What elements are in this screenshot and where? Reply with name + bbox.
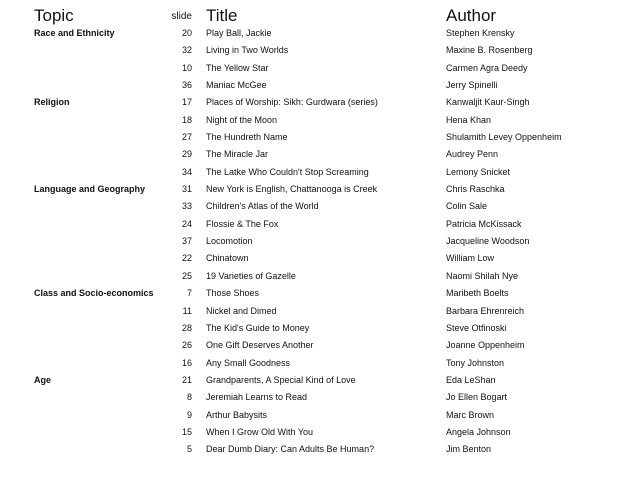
cell-slide: 17 xyxy=(181,97,192,108)
cell-slide: 20 xyxy=(181,28,192,38)
cell-author: Jerry Spinelli xyxy=(446,80,498,91)
cell-title: Jeremiah Learns to Read xyxy=(206,392,308,403)
table-row xyxy=(0,372,638,389)
cell-slide: 31 xyxy=(181,184,192,195)
cell-slide: 33 xyxy=(181,201,192,212)
table-row xyxy=(0,424,638,441)
cell-title: Maniac McGee xyxy=(206,80,267,91)
cell-author: Maribeth Boelts xyxy=(446,288,509,299)
cell-author: Hena Khan xyxy=(446,114,492,125)
table-row xyxy=(0,233,638,250)
cell-author: Chris Raschka xyxy=(446,184,505,195)
table-row xyxy=(0,216,638,233)
cell-slide: 36 xyxy=(181,80,192,91)
cell-title: Play Ball, Jackie xyxy=(206,28,272,38)
header-slide: slide xyxy=(171,11,192,22)
cell-author: Carmen Agra Deedy xyxy=(446,62,528,73)
cell-title: Any Small Goodness xyxy=(206,357,291,368)
table-row xyxy=(0,337,638,354)
cell-author: Joanne Oppenheim xyxy=(446,340,525,351)
table-row xyxy=(0,77,638,94)
cell-author: Tony Johnston xyxy=(446,357,505,368)
cell-title: Locomotion xyxy=(206,236,253,247)
cell-author: Steve Otfinoski xyxy=(446,322,507,333)
cell-slide: 21 xyxy=(181,374,192,385)
cell-title: When I Grow Old With You xyxy=(206,426,314,437)
cell-title: The Hundreth Name xyxy=(206,132,288,143)
cell-slide: 11 xyxy=(182,305,192,316)
table-row xyxy=(0,112,638,129)
table-row xyxy=(0,407,638,424)
cell-topic: Race and Ethnicity xyxy=(34,28,115,38)
cell-title: Dear Dumb Diary: Can Adults Be Human? xyxy=(206,444,375,455)
cell-slide: 24 xyxy=(181,218,192,229)
cell-slide: 5 xyxy=(186,444,192,455)
book-table xyxy=(0,25,638,459)
cell-author: William Low xyxy=(446,253,495,264)
cell-author: Stephen Krensky xyxy=(446,28,515,38)
cell-topic: Religion xyxy=(34,97,70,108)
cell-slide: 37 xyxy=(181,236,192,247)
cell-author: Barbara Ehrenreich xyxy=(446,305,525,316)
cell-slide: 18 xyxy=(181,114,192,125)
cell-slide: 29 xyxy=(181,149,192,160)
cell-title: New York is English, Chattanooga is Creek xyxy=(206,184,378,195)
table-row xyxy=(0,441,638,458)
cell-author: Marc Brown xyxy=(446,409,495,420)
table-row xyxy=(0,42,638,59)
table-row xyxy=(0,320,638,337)
table-row xyxy=(0,198,638,215)
table-row xyxy=(0,60,638,77)
cell-title: Places of Worship: Sikh: Gurdwara (series) xyxy=(206,97,378,108)
cell-title: Those Shoes xyxy=(206,288,260,299)
cell-topic: Class and Socio-economics xyxy=(34,288,154,299)
cell-slide: 22 xyxy=(181,253,192,264)
cell-title: The Miracle Jar xyxy=(206,149,269,160)
table-row xyxy=(0,355,638,372)
table-row xyxy=(0,129,638,146)
cell-slide: 26 xyxy=(181,340,192,351)
cell-slide: 9 xyxy=(186,409,192,420)
cell-title: Nickel and Dimed xyxy=(206,305,277,316)
cell-author: Kanwaljit Kaur-Singh xyxy=(446,97,530,108)
header-topic: Topic xyxy=(34,6,74,25)
cell-topic: Language and Geography xyxy=(34,184,146,195)
cell-slide: 34 xyxy=(181,166,192,177)
cell-title: Arthur Babysits xyxy=(206,409,268,420)
cell-title: Chinatown xyxy=(206,253,249,264)
table-row xyxy=(0,164,638,181)
cell-author: Jim Benton xyxy=(446,444,492,455)
table-row xyxy=(0,303,638,320)
cell-author: Colin Sale xyxy=(446,201,488,212)
cell-author: Eda LeShan xyxy=(446,374,496,385)
cell-author: Angela Johnson xyxy=(446,426,511,437)
table-row xyxy=(0,268,638,285)
table-row xyxy=(0,94,638,111)
cell-slide: 7 xyxy=(186,288,192,299)
cell-title: Flossie & The Fox xyxy=(206,218,279,229)
table-row xyxy=(0,25,638,42)
table-row xyxy=(0,389,638,406)
cell-author: Maxine B. Rosenberg xyxy=(446,45,533,56)
cell-title: 19 Varieties of Gazelle xyxy=(206,270,296,281)
header-title: Title xyxy=(206,6,238,25)
cell-author: Lemony Snicket xyxy=(446,166,511,177)
cell-slide: 28 xyxy=(181,322,192,333)
cell-slide: 10 xyxy=(181,62,192,73)
cell-title: The Kid's Guide to Money xyxy=(206,322,310,333)
table-row xyxy=(0,146,638,163)
cell-title: The Yellow Star xyxy=(206,62,269,73)
cell-slide: 16 xyxy=(181,357,192,368)
cell-title: One Gift Deserves Another xyxy=(206,340,314,351)
header-author: Author xyxy=(446,6,497,25)
cell-slide: 27 xyxy=(181,132,192,143)
cell-author: Jo Ellen Bogart xyxy=(446,392,508,403)
cell-author: Shulamith Levey Oppenheim xyxy=(446,132,562,143)
cell-author: Patricia McKissack xyxy=(446,218,522,229)
table-row xyxy=(0,181,638,198)
cell-author: Naomi Shilah Nye xyxy=(446,270,519,281)
cell-topic: Age xyxy=(34,374,52,385)
cell-title: Living in Two Worlds xyxy=(206,45,289,56)
cell-title: Children's Atlas of the World xyxy=(206,201,319,212)
cell-title: Grandparents, A Special Kind of Love xyxy=(206,374,356,385)
table-row xyxy=(0,250,638,267)
cell-author: Audrey Penn xyxy=(446,149,499,160)
cell-slide: 15 xyxy=(181,426,192,437)
cell-author: Jacqueline Woodson xyxy=(446,236,530,247)
table-row xyxy=(0,285,638,302)
cell-slide: 8 xyxy=(186,392,192,403)
cell-title: The Latke Who Couldn't Stop Screaming xyxy=(206,166,369,177)
cell-slide: 32 xyxy=(181,45,192,56)
cell-title: Night of the Moon xyxy=(206,114,278,125)
cell-slide: 25 xyxy=(181,270,192,281)
